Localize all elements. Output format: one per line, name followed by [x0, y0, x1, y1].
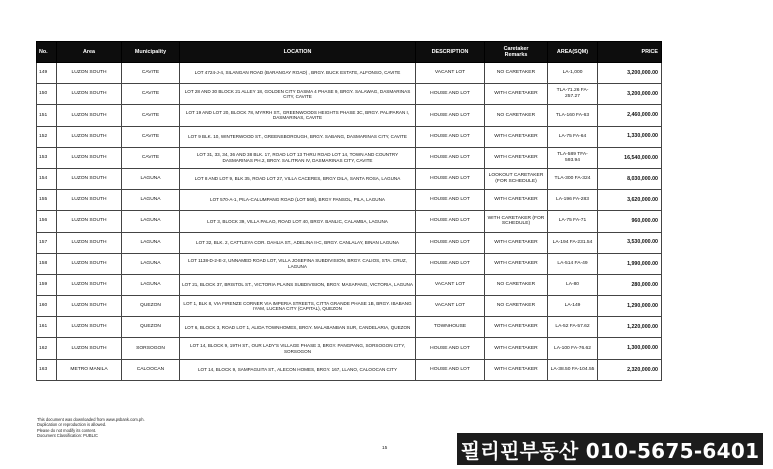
- header-price: PRICE: [598, 42, 662, 63]
- table-row: [37, 274, 662, 295]
- cell-location: LOT 14, BLOCK 9, 19TH ST., OUR LADY'S VILLAGE PHASE 3, BRGY. PANGPANG, SORSOGON CITY, SORSOGON: [180, 338, 416, 359]
- cell-no: 160: [37, 296, 57, 317]
- cell-municipality: SORSOGON: [122, 338, 180, 359]
- cell-location: LOT 1138-D-2-E-2, UNNAMED ROAD LOT, VILLA JOSEFINA SUBDIVISION, BRGY. CALIOS, STA. CRUZ, LAGUNA: [180, 253, 416, 274]
- table-body: [37, 63, 662, 381]
- watermark-banner: 필리핀부동산 010-5675-6401: [457, 433, 763, 465]
- cell-caretaker: WITH CARETAKER: [485, 126, 548, 147]
- cell-description: HOUSE AND LOT: [416, 84, 485, 105]
- cell-municipality: QUEZON: [122, 296, 180, 317]
- cell-municipality: CAVITE: [122, 147, 180, 168]
- cell-price: 8,030,000.00: [598, 168, 662, 189]
- header-caretaker-line1: Caretaker: [503, 45, 529, 52]
- cell-municipality: LAGUNA: [122, 274, 180, 295]
- cell-location: LOT 21, BLOCK 37, BRISTOL ST., VICTORIA PLAINS SUBDIVISION, BRGY. MASAPANG, VICTORIA, LAGUNA: [180, 274, 416, 295]
- cell-no: 159: [37, 274, 57, 295]
- cell-sqm: LA-194 FA-231.54: [548, 232, 598, 253]
- cell-location: LOT 19 AND LOT 20, BLOCK 78, MYRRH ST., GREENWOODS HEIGHTS PHASE 3C, BRGY. PALIPARAN I, DASMARINAS, CAVITE: [180, 105, 416, 126]
- table-row: [37, 359, 662, 380]
- cell-caretaker: WITH CARETAKER: [485, 232, 548, 253]
- cell-caretaker: LOOKOUT CARETAKER (FOR SCHEDULE): [485, 168, 548, 189]
- cell-price: 16,540,000.00: [598, 147, 662, 168]
- table-row: [37, 168, 662, 189]
- footer-line: Please do not modify its content.: [37, 427, 97, 433]
- cell-caretaker: WITH CARETAKER: [485, 359, 548, 380]
- cell-location: LOT 4724-J-4, SILANGAN ROAD (BARANGAY ROAD) , BRGY. BUCK ESTATE, ALFONSO, CAVITE: [180, 63, 416, 84]
- cell-area: METRO MANILA: [57, 359, 122, 380]
- cell-no: 154: [37, 168, 57, 189]
- cell-price: 960,000.00: [598, 211, 662, 232]
- table-row: [37, 296, 662, 317]
- cell-description: HOUSE AND LOT: [416, 232, 485, 253]
- cell-no: 149: [37, 63, 57, 84]
- cell-no: 162: [37, 338, 57, 359]
- cell-description: VACANT LOT: [416, 274, 485, 295]
- cell-description: VACANT LOT: [416, 63, 485, 84]
- cell-caretaker: NO CARETAKER: [485, 274, 548, 295]
- cell-no: 152: [37, 126, 57, 147]
- cell-location: LOT 32, BLK. 2, CATTLEYA COR. DAHLIA ST., ADELINA II-C, BRGY. CANLALAY, BINAN LAGUNA: [180, 232, 416, 253]
- cell-sqm: LA-38.50 FA-104.55: [548, 359, 598, 380]
- cell-caretaker: NO CARETAKER: [485, 63, 548, 84]
- cell-no: 151: [37, 105, 57, 126]
- cell-caretaker: WITH CARETAKER: [485, 147, 548, 168]
- cell-caretaker: WITH CARETAKER: [485, 84, 548, 105]
- cell-price: 3,200,000.00: [598, 84, 662, 105]
- cell-sqm: LA-149: [548, 296, 598, 317]
- cell-description: VACANT LOT: [416, 296, 485, 317]
- cell-area: LUZON SOUTH: [57, 84, 122, 105]
- cell-sqm: LA-75 FA-64: [548, 126, 598, 147]
- cell-no: 157: [37, 232, 57, 253]
- cell-area: LUZON SOUTH: [57, 253, 122, 274]
- table-row: [37, 338, 662, 359]
- cell-no: 155: [37, 190, 57, 211]
- cell-no: 158: [37, 253, 57, 274]
- cell-description: HOUSE AND LOT: [416, 211, 485, 232]
- cell-price: 3,530,000.00: [598, 232, 662, 253]
- table-row: [37, 84, 662, 105]
- cell-location: LOT 31, 33, 34, 36 AND 38 BLK. 17, ROAD LOT 13 THRU ROAD LOT 14, TOWN AND COUNTRY DASMARINAS PH.2, BRGY. SALITRAN IV, DASMARINAS CITY, CAVITE: [180, 147, 416, 168]
- cell-price: 3,200,000.00: [598, 63, 662, 84]
- cell-no: 163: [37, 359, 57, 380]
- page-number: 15: [382, 446, 388, 451]
- cell-location: LOT 6, BLOCK 3, ROAD LOT 1, ALIDA TOWNHOMES, BRGY. MALABANBAN SUR, CANDELARIA, QUEZON: [180, 317, 416, 338]
- cell-area: LUZON SOUTH: [57, 232, 122, 253]
- cell-sqm: TLA-71.26 FA-257.27: [548, 84, 598, 105]
- cell-municipality: CAVITE: [122, 84, 180, 105]
- cell-sqm: LA-52 FA-57.62: [548, 317, 598, 338]
- cell-no: 161: [37, 317, 57, 338]
- property-listing-table: [36, 41, 662, 381]
- cell-price: 3,620,000.00: [598, 190, 662, 211]
- cell-description: HOUSE AND LOT: [416, 147, 485, 168]
- cell-description: HOUSE AND LOT: [416, 190, 485, 211]
- cell-location: LOT 9 BLK. 10, WINTERWOOD ST., GREENSBOROUGH, BRGY. SABANG, DASMARINAS CITY, CAVITE: [180, 126, 416, 147]
- cell-area: LUZON SOUTH: [57, 168, 122, 189]
- cell-location: LOT 570-A-1, PILA-CALUMPANG ROAD (LOT 569), BRGY PANSOL, PILA, LAGUNA: [180, 190, 416, 211]
- cell-no: 153: [37, 147, 57, 168]
- cell-municipality: CALOOCAN: [122, 359, 180, 380]
- table-row: [37, 126, 662, 147]
- cell-area: LUZON SOUTH: [57, 105, 122, 126]
- cell-municipality: QUEZON: [122, 317, 180, 338]
- cell-caretaker: NO CARETAKER: [485, 296, 548, 317]
- cell-location: LOT 14, BLOCK 9, SAMPAGUITA ST., ALECON HOMES, BRGY. 167, LLANO, CALOOCAN CITY: [180, 359, 416, 380]
- footer-line: Duplication or reproduction is allowed.: [37, 422, 107, 428]
- cell-sqm: LA-100 FA-76.62: [548, 338, 598, 359]
- cell-caretaker: WITH CARETAKER: [485, 190, 548, 211]
- cell-location: LOT 28 AND 30 BLOCK 21 ALLEY 18, GOLDEN CITY DASMA 4 PHASE 9, BRGY. SALAWAG, DASMARINAS CITY, CAVITE: [180, 84, 416, 105]
- cell-description: HOUSE AND LOT: [416, 253, 485, 274]
- table-row: [37, 211, 662, 232]
- cell-municipality: CAVITE: [122, 63, 180, 84]
- table-row: [37, 63, 662, 84]
- cell-description: HOUSE AND LOT: [416, 105, 485, 126]
- header-area: Area: [57, 42, 122, 63]
- header-description: DESCRIPTION: [416, 42, 485, 63]
- cell-municipality: LAGUNA: [122, 232, 180, 253]
- cell-location: LOT 8 AND LOT 9, BLK 35, ROAD LOT 27, VILLA CACERES, BRGY DILA, SANTA ROSA, LAGUNA: [180, 168, 416, 189]
- cell-sqm: LA-80: [548, 274, 598, 295]
- cell-sqm: LA-196 FA-283: [548, 190, 598, 211]
- cell-price: 1,300,000.00: [598, 338, 662, 359]
- cell-price: 1,290,000.00: [598, 296, 662, 317]
- table-row: [37, 105, 662, 126]
- cell-municipality: LAGUNA: [122, 190, 180, 211]
- cell-area: LUZON SOUTH: [57, 126, 122, 147]
- cell-area: LUZON SOUTH: [57, 296, 122, 317]
- table-header-row: [37, 42, 662, 63]
- header-area-sqm: AREA(SQM): [548, 42, 598, 63]
- table-row: [37, 317, 662, 338]
- header-caretaker-line2: Remarks: [504, 52, 528, 58]
- header-location: LOCATION: [180, 42, 416, 63]
- cell-description: HOUSE AND LOT: [416, 359, 485, 380]
- cell-description: HOUSE AND LOT: [416, 338, 485, 359]
- cell-sqm: TLA-160 FA-63: [548, 105, 598, 126]
- cell-sqm: TLA-589 TFA-593.94: [548, 147, 598, 168]
- cell-caretaker: WITH CARETAKER: [485, 338, 548, 359]
- cell-area: LUZON SOUTH: [57, 63, 122, 84]
- cell-area: LUZON SOUTH: [57, 190, 122, 211]
- cell-sqm: LA-514 FA-49: [548, 253, 598, 274]
- table-row: [37, 253, 662, 274]
- cell-municipality: LAGUNA: [122, 253, 180, 274]
- cell-price: 1,990,000.00: [598, 253, 662, 274]
- header-municipality: Municipality: [122, 42, 180, 63]
- cell-area: LUZON SOUTH: [57, 274, 122, 295]
- cell-area: LUZON SOUTH: [57, 317, 122, 338]
- cell-municipality: CAVITE: [122, 105, 180, 126]
- cell-caretaker: NO CARETAKER: [485, 105, 548, 126]
- cell-area: LUZON SOUTH: [57, 147, 122, 168]
- footer-line: Document Classification: PUBLIC: [37, 433, 98, 439]
- cell-caretaker: WITH CARETAKER: [485, 317, 548, 338]
- cell-municipality: LAGUNA: [122, 211, 180, 232]
- cell-price: 2,320,000.00: [598, 359, 662, 380]
- cell-no: 150: [37, 84, 57, 105]
- cell-price: 1,220,000.00: [598, 317, 662, 338]
- table-row: [37, 232, 662, 253]
- cell-area: LUZON SOUTH: [57, 338, 122, 359]
- cell-area: LUZON SOUTH: [57, 211, 122, 232]
- cell-location: LOT 1, BLK 8, VIA FIRENZE CORNER VIA IMPERIA STREETS, CITTA GRANDE PHASE 1B, BRGY. IBABANG IYAM, LUCENA CITY (CAPITAL), QUEZON: [180, 296, 416, 317]
- cell-price: 2,460,000.00: [598, 105, 662, 126]
- table-row: [37, 147, 662, 168]
- cell-location: LOT 3, BLOCK 39, VILLA PALAO, ROAD LOT 40, BRGY. BANLIC, CALAMBA, LAGUNA: [180, 211, 416, 232]
- header-caretaker: [485, 42, 548, 63]
- cell-municipality: LAGUNA: [122, 168, 180, 189]
- cell-caretaker: WITH CARETAKER: [485, 253, 548, 274]
- table-row: [37, 190, 662, 211]
- cell-description: HOUSE AND LOT: [416, 126, 485, 147]
- cell-municipality: CAVITE: [122, 126, 180, 147]
- cell-sqm: LA-1,000: [548, 63, 598, 84]
- cell-price: 1,330,000.00: [598, 126, 662, 147]
- cell-no: 156: [37, 211, 57, 232]
- cell-sqm: TLA-300 FA-324: [548, 168, 598, 189]
- cell-sqm: LA-75 FA-71: [548, 211, 598, 232]
- cell-description: TOWNHOUSE: [416, 317, 485, 338]
- cell-description: HOUSE AND LOT: [416, 168, 485, 189]
- cell-price: 280,000.00: [598, 274, 662, 295]
- header-no: No.: [37, 42, 57, 63]
- footer-notes: [37, 417, 145, 439]
- cell-caretaker: WITH CARETAKER (FOR SCHEDULE): [485, 211, 548, 232]
- footer-line: This document was downloaded from www.psbank.com.ph.: [37, 417, 145, 422]
